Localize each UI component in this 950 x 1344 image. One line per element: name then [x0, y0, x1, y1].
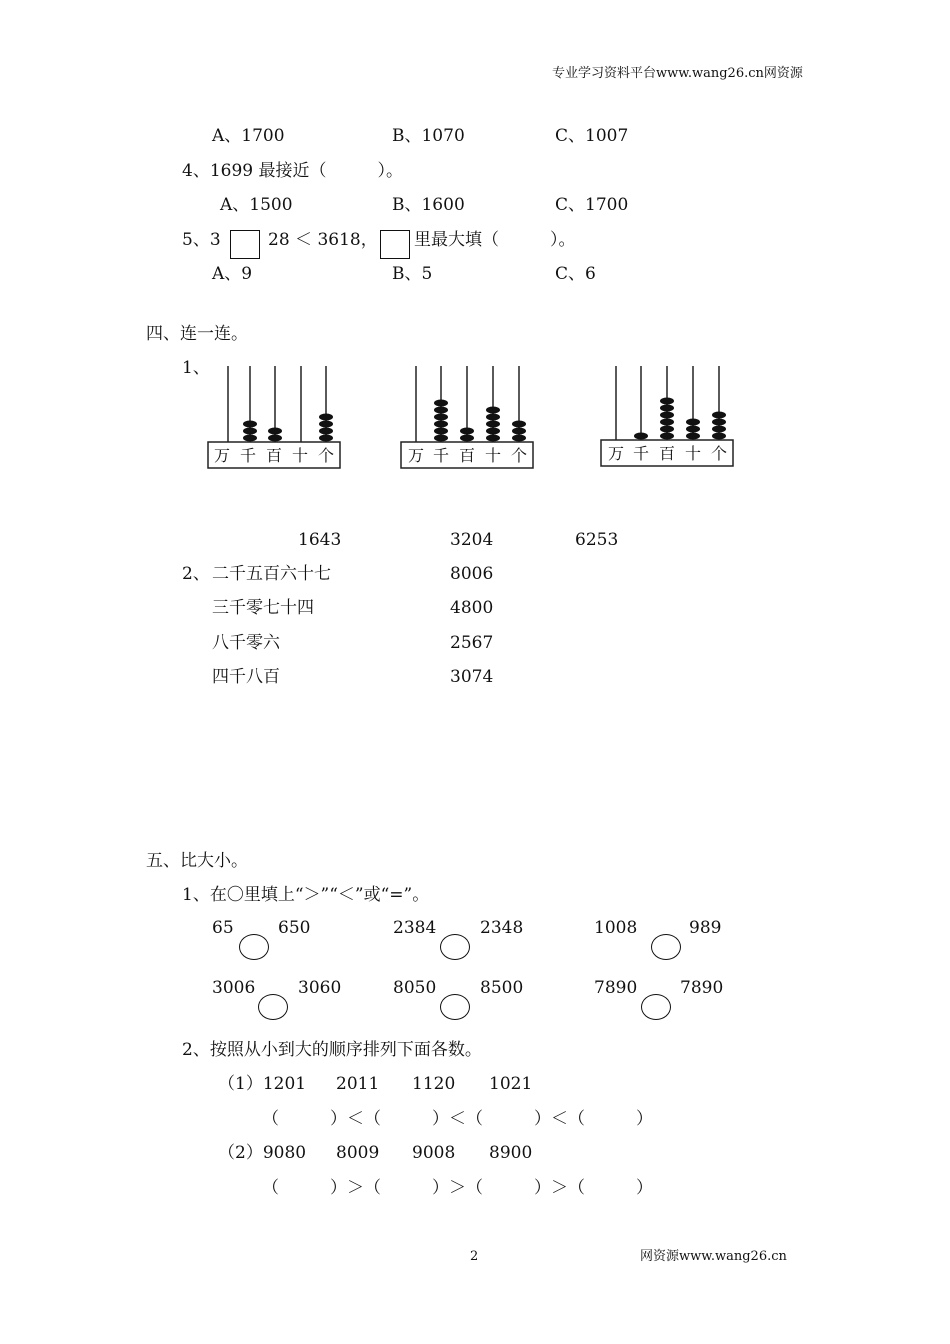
word-number: 三千零七十四 [212, 598, 314, 618]
q4-stem: 4、1699 最接近（ ）。 [182, 161, 403, 181]
answer-box[interactable] [380, 230, 410, 259]
q5-part3: 里最大填（ ）。 [414, 230, 576, 250]
section5-q1: 1、在〇里填上“＞”“＜”或“=”。 [182, 885, 430, 905]
compare-left: 65 [212, 918, 234, 938]
digit-number: 3074 [450, 667, 494, 687]
match-number: 1643 [298, 530, 342, 550]
q4-option-a: A、1500 [220, 195, 293, 215]
compare-left: 2384 [393, 918, 437, 938]
compare-circle[interactable] [239, 934, 269, 960]
compare-right: 2348 [480, 918, 524, 938]
compare-circle[interactable] [641, 994, 671, 1020]
abacus-label: 千 [632, 444, 650, 463]
q4-option-b: B、1600 [392, 195, 465, 215]
abacus-label: 十 [291, 446, 309, 465]
sort-1-label: （1）1201 [218, 1074, 307, 1094]
match-number: 3204 [450, 530, 494, 550]
compare-left: 1008 [594, 918, 638, 938]
abacus-label: 万 [213, 446, 231, 465]
compare-right: 989 [689, 918, 722, 938]
word-number: 二千五百六十七 [212, 564, 331, 584]
compare-circle[interactable] [651, 934, 681, 960]
abacus-label: 万 [407, 446, 425, 465]
sort-1-blanks[interactable]: （ ）＜（ ）＜（ ）＜（ ） [262, 1109, 653, 1129]
sort-number: 1021 [489, 1074, 533, 1094]
abacus-label: 十 [484, 446, 502, 465]
abacus-label: 万 [607, 444, 625, 463]
word-number: 八千零六 [212, 633, 280, 653]
digit-number: 8006 [450, 564, 494, 584]
compare-right: 650 [278, 918, 311, 938]
abacus-figure [598, 362, 738, 472]
abacus-figure [205, 362, 345, 472]
abacus-label: 十 [684, 444, 702, 463]
answer-box[interactable] [230, 230, 260, 259]
compare-left: 3006 [212, 978, 256, 998]
compare-circle[interactable] [440, 934, 470, 960]
sort-number: 2011 [336, 1074, 380, 1094]
section5-title: 五、比大小。 [146, 851, 248, 871]
abacus-label: 个 [317, 446, 335, 465]
sort-number: 1120 [412, 1074, 456, 1094]
abacus-label: 千 [239, 446, 257, 465]
q4-option-c: C、1700 [555, 195, 629, 215]
sort-number: 8009 [336, 1143, 380, 1163]
match-number: 6253 [575, 530, 619, 550]
abacus-label: 个 [510, 446, 528, 465]
q3-option-a: A、1700 [212, 126, 285, 146]
compare-right: 3060 [298, 978, 342, 998]
compare-left: 8050 [393, 978, 437, 998]
q3-option-b: B、1070 [392, 126, 465, 146]
page-number: 2 [470, 1249, 479, 1264]
abacus-figure [398, 362, 538, 472]
compare-left: 7890 [594, 978, 638, 998]
q5-part1: 5、3 [182, 230, 221, 250]
sort-2-blanks[interactable]: （ ）＞（ ）＞（ ）＞（ ） [262, 1178, 653, 1198]
abacus-label: 千 [432, 446, 450, 465]
sort-number: 8900 [489, 1143, 533, 1163]
q5-option-c: C、6 [555, 264, 596, 284]
q3-option-c: C、1007 [555, 126, 629, 146]
abacus-label: 百 [458, 446, 476, 465]
section5-q2: 2、按照从小到大的顺序排列下面各数。 [182, 1040, 482, 1060]
abacus-label: 个 [710, 444, 728, 463]
q5-option-a: A、9 [212, 264, 253, 284]
abacus-label: 百 [265, 446, 283, 465]
abacus-label: 百 [658, 444, 676, 463]
sort-2-label: （2）9080 [218, 1143, 307, 1163]
section4-item1-label: 1、 [182, 358, 210, 378]
digit-number: 4800 [450, 598, 494, 618]
footer-site: 网资源www.wang26.cn [640, 1249, 787, 1264]
header-text: 专业学习资料平台www.wang26.cn网资源 [552, 66, 803, 81]
compare-circle[interactable] [258, 994, 288, 1020]
section4-title: 四、连一连。 [146, 324, 248, 344]
compare-right: 7890 [680, 978, 724, 998]
word-number: 四千八百 [212, 667, 280, 687]
compare-right: 8500 [480, 978, 524, 998]
q5-option-b: B、5 [392, 264, 433, 284]
section4-item2-label: 2、 [182, 564, 210, 584]
sort-number: 9008 [412, 1143, 456, 1163]
digit-number: 2567 [450, 633, 494, 653]
compare-circle[interactable] [440, 994, 470, 1020]
q5-part2: 28 ＜ 3618， [268, 230, 378, 250]
